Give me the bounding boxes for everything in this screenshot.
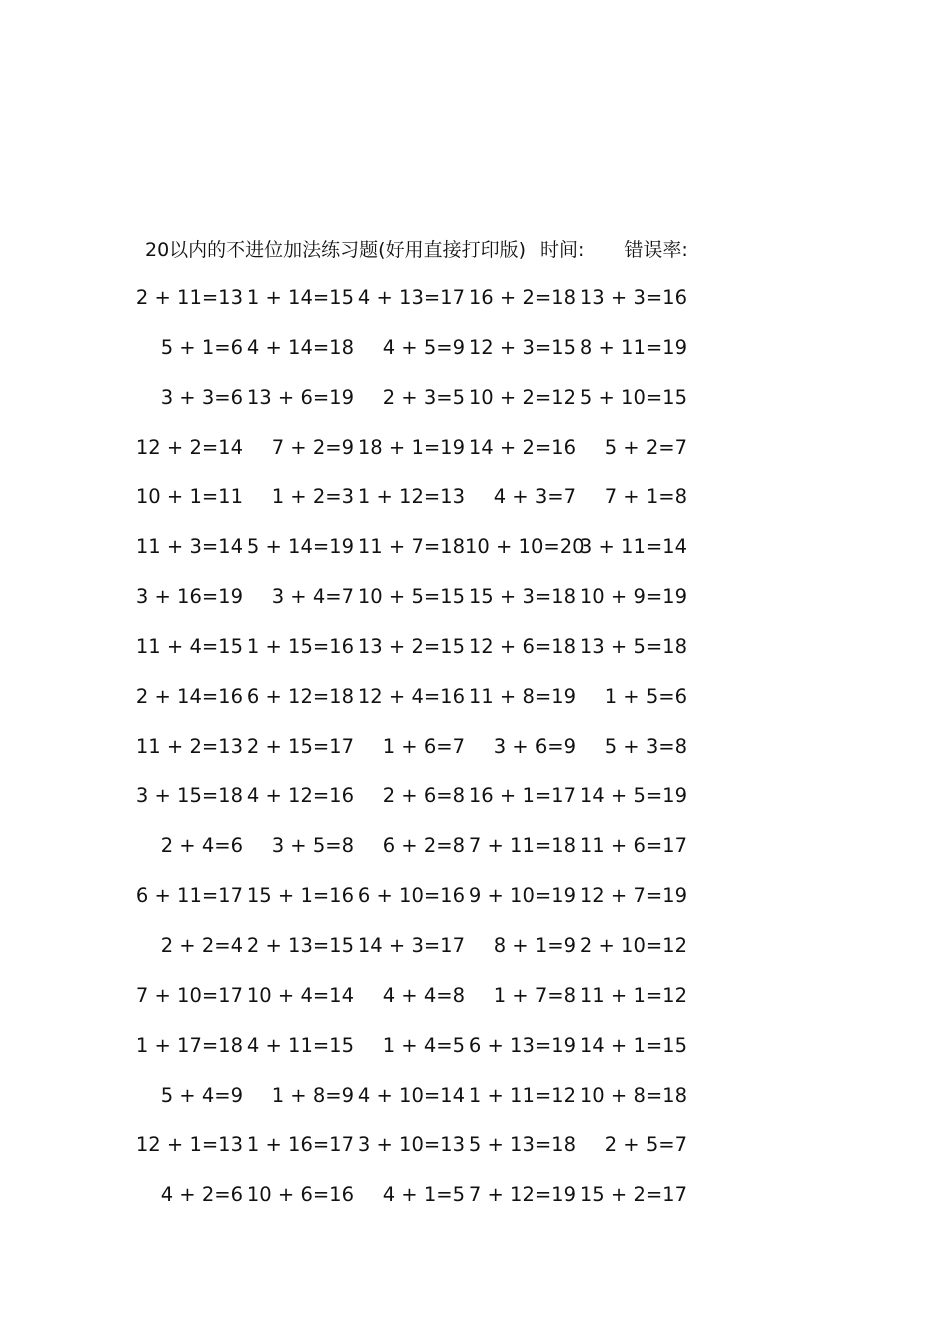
problem-item: 18 + 1=19 (357, 435, 465, 459)
problem-item: 4 + 14=18 (246, 335, 354, 359)
problem-row (0, 832, 950, 882)
problem-item: 1 + 15=16 (246, 634, 354, 658)
problem-item: 15 + 3=18 (468, 585, 576, 609)
problem-grid (0, 284, 950, 1231)
problem-item: 2 + 15=17 (246, 734, 354, 758)
problem-item: 14 + 2=16 (468, 435, 576, 459)
problem-item: 14 + 1=15 (579, 1033, 687, 1057)
problem-item: 13 + 5=18 (579, 634, 687, 658)
problem-row (0, 1082, 950, 1132)
problem-item: 6 + 12=18 (246, 684, 354, 708)
problem-item: 10 + 1=11 (135, 485, 243, 509)
problem-item: 2 + 13=15 (246, 933, 354, 957)
problem-item: 11 + 7=18 (357, 535, 465, 559)
problem-item: 1 + 4=5 (382, 1033, 465, 1057)
problem-item: 5 + 1=6 (160, 335, 243, 359)
problem-item: 6 + 10=16 (357, 884, 465, 908)
problem-item: 4 + 11=15 (246, 1033, 354, 1057)
problem-item: 1 + 2=3 (271, 485, 354, 509)
problem-item: 2 + 5=7 (604, 1133, 687, 1157)
problem-row (0, 384, 950, 434)
problem-item: 4 + 1=5 (382, 1183, 465, 1207)
problem-item: 5 + 4=9 (160, 1083, 243, 1107)
problem-item: 12 + 3=15 (468, 335, 576, 359)
problem-item: 3 + 4=7 (271, 585, 354, 609)
problem-item: 4 + 12=16 (246, 784, 354, 808)
problem-item: 4 + 3=7 (493, 485, 576, 509)
problem-item: 13 + 2=15 (357, 634, 465, 658)
problem-item: 1 + 17=18 (135, 1033, 243, 1057)
problem-item: 1 + 14=15 (246, 286, 354, 309)
problem-row (0, 733, 950, 783)
problem-item: 4 + 10=14 (357, 1083, 465, 1107)
problem-item: 1 + 8=9 (271, 1083, 354, 1107)
problem-item: 10 + 8=18 (579, 1083, 687, 1107)
problem-item: 7 + 12=19 (468, 1183, 576, 1207)
problem-row (0, 1131, 950, 1181)
problem-item: 1 + 16=17 (246, 1133, 354, 1157)
problem-row (0, 1032, 950, 1082)
problem-item: 10 + 6=16 (246, 1183, 354, 1207)
problem-row (0, 284, 950, 334)
problem-item: 8 + 1=9 (493, 933, 576, 957)
problem-item: 11 + 6=17 (579, 834, 687, 858)
problem-item: 2 + 6=8 (382, 784, 465, 808)
problem-item: 1 + 5=6 (604, 684, 687, 708)
problem-item: 3 + 16=19 (135, 585, 243, 609)
problem-item: 10 + 4=14 (246, 983, 354, 1007)
problem-item: 5 + 2=7 (604, 435, 687, 459)
problem-row (0, 583, 950, 633)
problem-item: 10 + 5=15 (357, 585, 465, 609)
problem-item: 9 + 10=19 (468, 884, 576, 908)
problem-item: 11 + 3=14 (135, 535, 243, 559)
problem-item: 3 + 6=9 (493, 734, 576, 758)
problem-item: 7 + 10=17 (135, 983, 243, 1007)
problem-item: 16 + 2=18 (468, 286, 576, 309)
problem-row (0, 982, 950, 1032)
problem-item: 4 + 5=9 (382, 335, 465, 359)
problem-item: 3 + 11=14 (579, 535, 687, 559)
problem-item: 13 + 3=16 (579, 286, 687, 309)
problem-item: 10 + 10=20 (465, 535, 585, 559)
problem-item: 1 + 12=13 (357, 485, 465, 509)
worksheet-title (145, 236, 688, 264)
problem-item: 10 + 9=19 (579, 585, 687, 609)
problem-item: 12 + 4=16 (357, 684, 465, 708)
problem-item: 12 + 2=14 (135, 435, 243, 459)
problem-item: 5 + 14=19 (246, 535, 354, 559)
problem-item: 5 + 13=18 (468, 1133, 576, 1157)
problem-item: 7 + 2=9 (271, 435, 354, 459)
problem-item: 10 + 2=12 (468, 385, 576, 409)
title-text: 20以内的不进位加法练习题(好用直接打印版) (145, 239, 527, 261)
problem-item: 11 + 4=15 (135, 634, 243, 658)
time-label: 时间: (540, 239, 585, 261)
problem-item: 4 + 2=6 (160, 1183, 243, 1207)
problem-item: 12 + 1=13 (135, 1133, 243, 1157)
problem-row (0, 633, 950, 683)
problem-item: 7 + 11=18 (468, 834, 576, 858)
problem-row (0, 334, 950, 384)
problem-item: 7 + 1=8 (604, 485, 687, 509)
problem-item: 1 + 7=8 (493, 983, 576, 1007)
problem-item: 5 + 10=15 (579, 385, 687, 409)
problem-item: 8 + 11=19 (579, 335, 687, 359)
problem-item: 1 + 11=12 (468, 1083, 576, 1107)
error-rate-label: 错误率: (624, 239, 688, 261)
problem-item: 12 + 7=19 (579, 884, 687, 908)
problem-item: 2 + 10=12 (579, 933, 687, 957)
problem-item: 14 + 5=19 (579, 784, 687, 808)
problem-item: 14 + 3=17 (357, 933, 465, 957)
problem-item: 12 + 6=18 (468, 634, 576, 658)
problem-item: 2 + 2=4 (160, 933, 243, 957)
problem-item: 4 + 4=8 (382, 983, 465, 1007)
problem-item: 5 + 3=8 (604, 734, 687, 758)
problem-item: 6 + 11=17 (135, 884, 243, 908)
problem-item: 3 + 10=13 (357, 1133, 465, 1157)
problem-item: 11 + 2=13 (135, 734, 243, 758)
problem-row (0, 882, 950, 932)
problem-item: 2 + 4=6 (160, 834, 243, 858)
problem-row (0, 932, 950, 982)
problem-row (0, 483, 950, 533)
problem-item: 16 + 1=17 (468, 784, 576, 808)
problem-item: 2 + 11=13 (135, 286, 243, 309)
problem-item: 2 + 3=5 (382, 385, 465, 409)
problem-item: 3 + 5=8 (271, 834, 354, 858)
problem-row (0, 533, 950, 583)
problem-row (0, 434, 950, 484)
problem-row (0, 683, 950, 733)
problem-item: 2 + 14=16 (135, 684, 243, 708)
problem-item: 11 + 1=12 (579, 983, 687, 1007)
problem-item: 6 + 2=8 (382, 834, 465, 858)
problem-item: 15 + 1=16 (246, 884, 354, 908)
problem-item: 4 + 13=17 (357, 286, 465, 309)
problem-item: 1 + 6=7 (382, 734, 465, 758)
problem-item: 6 + 13=19 (468, 1033, 576, 1057)
problem-row (0, 782, 950, 832)
problem-item: 15 + 2=17 (579, 1183, 687, 1207)
problem-item: 11 + 8=19 (468, 684, 576, 708)
problem-item: 13 + 6=19 (246, 385, 354, 409)
problem-item: 3 + 15=18 (135, 784, 243, 808)
problem-item: 3 + 3=6 (160, 385, 243, 409)
problem-row (0, 1181, 950, 1231)
